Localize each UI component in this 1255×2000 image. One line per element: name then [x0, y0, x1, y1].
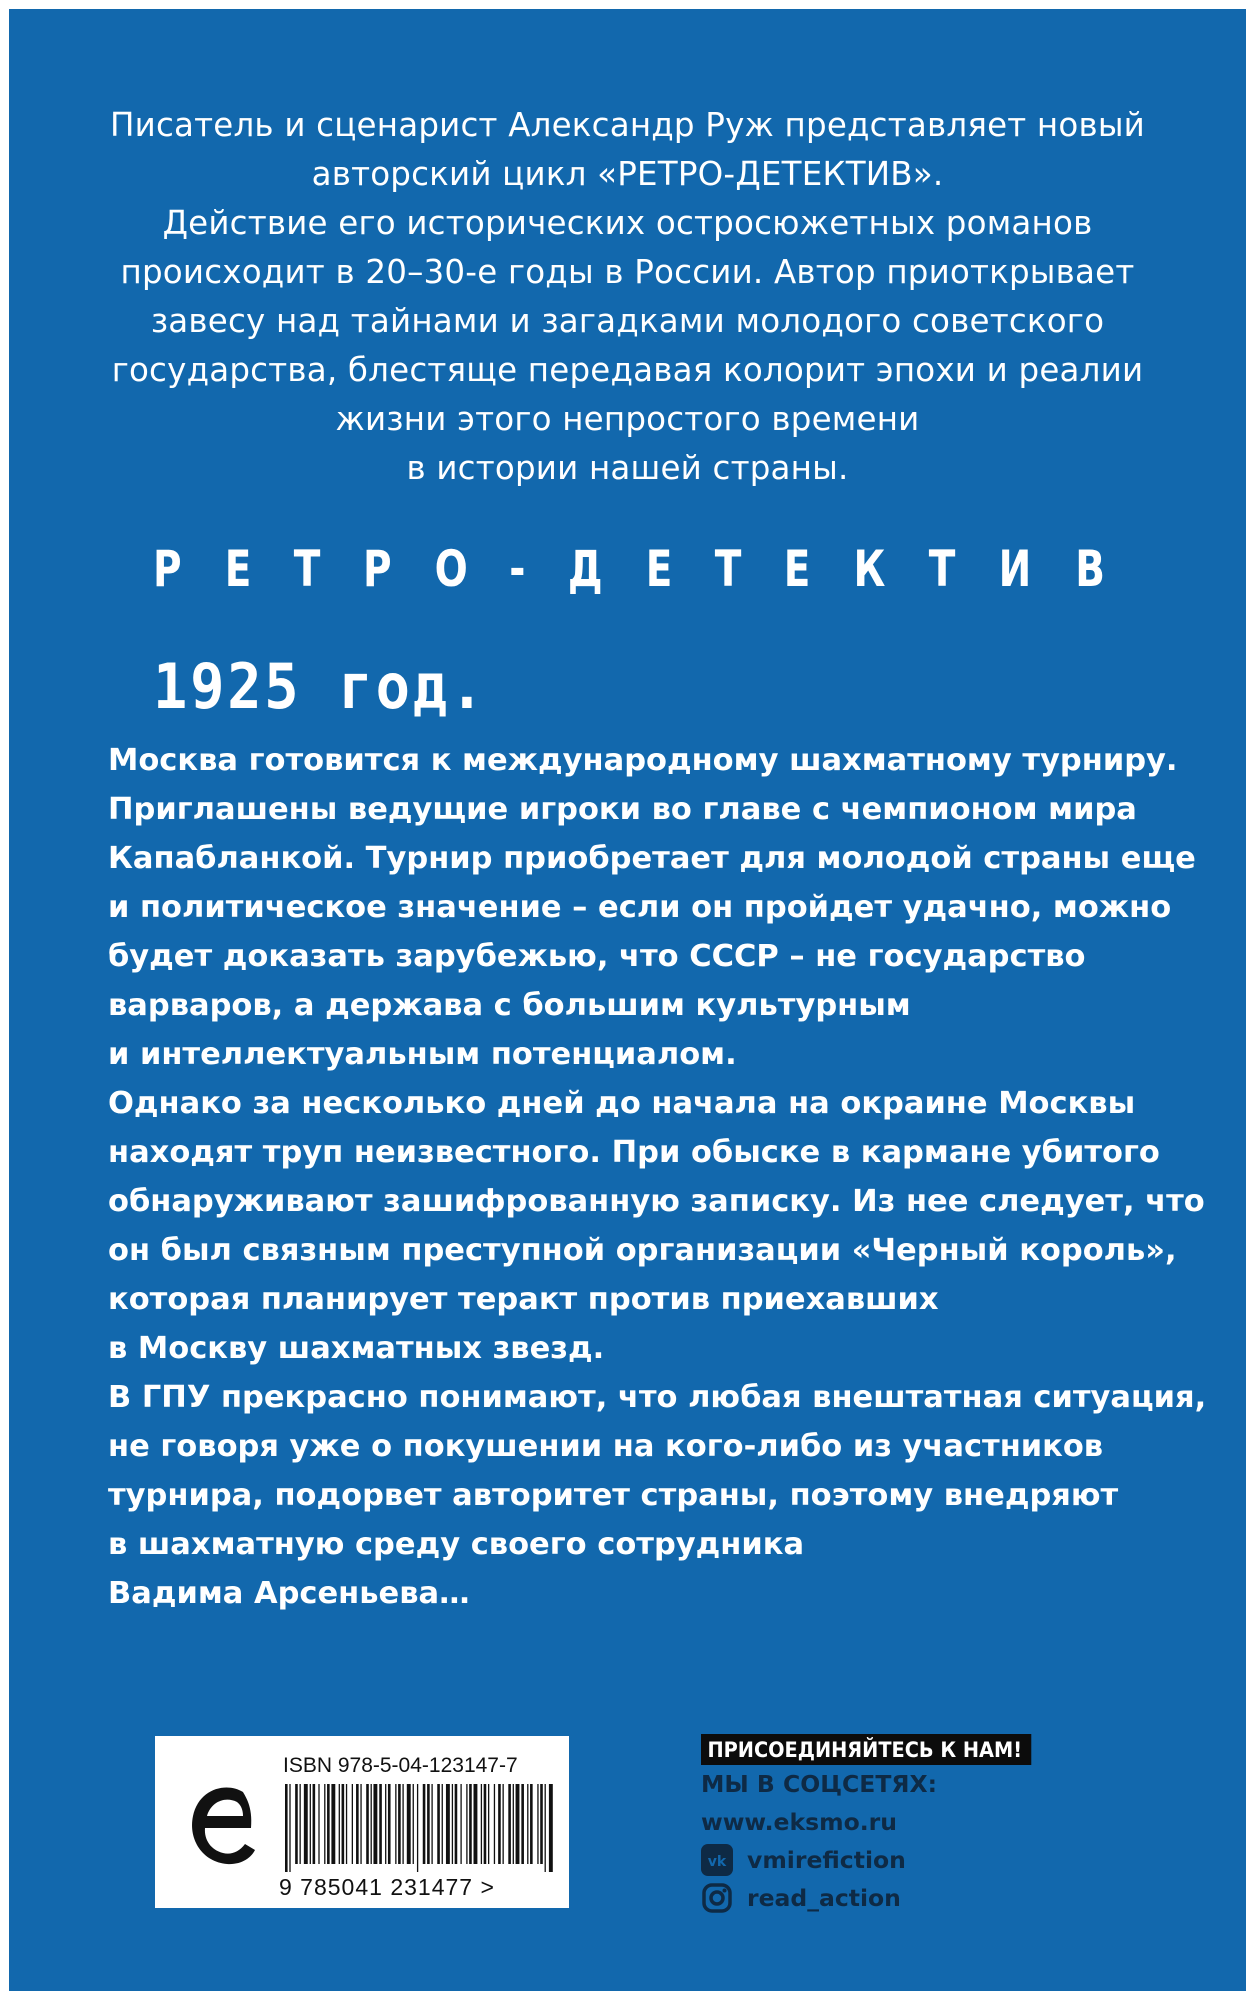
story-line: турнира, подорвет авторитет страны, поэтому внедряют	[108, 1478, 1119, 1513]
barcode-bar	[431, 1784, 432, 1864]
intro-line: завесу над тайнами и загадками молодого советского	[150, 302, 1105, 340]
story-line: и политическое значение – если он пройдет удачно, можно	[108, 890, 1172, 925]
barcode-bar	[530, 1784, 533, 1864]
series-letter: Е	[784, 540, 811, 598]
story-line: обнаруживают зашифрованную записку. Из нее следует, что	[108, 1184, 1205, 1219]
intro-line: происходит в 20–30-е годы в России. Автор приоткрывает	[120, 253, 1135, 291]
series-letter: Е	[646, 540, 673, 598]
story-line: находят труп неизвестного. При обыске в кармане убитого	[108, 1135, 1160, 1170]
barcode-bar	[427, 1784, 430, 1864]
barcode-bar	[300, 1784, 301, 1864]
website-link[interactable]: www.eksmo.ru	[701, 1808, 897, 1836]
barcode-bar	[310, 1784, 311, 1864]
barcode-bar	[494, 1784, 495, 1864]
series-letter: Д	[567, 540, 603, 598]
series-title	[149, 539, 1109, 599]
barcode-bars	[285, 1784, 553, 1872]
story-line: Капабланкой. Турнир приобретает для молодой страны еще	[108, 841, 1196, 876]
barcode-bar	[516, 1784, 520, 1864]
series-letter: К	[853, 540, 886, 598]
series-letter: Т	[715, 540, 742, 598]
barcode-bar	[537, 1784, 538, 1864]
barcode-bar	[407, 1784, 411, 1864]
barcode-bar	[488, 1784, 489, 1864]
story-line: будет доказать зарубежью, что СССР – не государство	[108, 939, 1086, 974]
story-line: Приглашены ведущие игроки во главе с чемпионом мира	[108, 792, 1137, 827]
series-letter: Т	[928, 540, 956, 598]
barcode-bar	[498, 1784, 501, 1864]
barcode-bar	[373, 1784, 377, 1864]
barcode-digits: 9 785041 231477 >	[279, 1874, 495, 1900]
barcode-bar	[285, 1784, 288, 1872]
story-line: В ГПУ прекрасно понимают, что любая внештатная ситуация,	[108, 1380, 1207, 1415]
barcode-bar	[442, 1784, 443, 1864]
barcode-bar	[339, 1784, 340, 1864]
barcode-bar	[437, 1784, 440, 1864]
series-letter: О	[434, 540, 468, 598]
vk-row[interactable]	[701, 1841, 1171, 1879]
barcode-bar	[395, 1784, 396, 1864]
story-text	[108, 736, 1208, 1618]
barcode-bar	[366, 1784, 369, 1864]
series-letter: Р	[362, 540, 392, 598]
vk-handle: vmirefiction	[747, 1846, 906, 1874]
intro-line: жизни этого непростого времени	[335, 400, 920, 438]
barcode-bar	[318, 1784, 319, 1864]
barcode-bar	[474, 1784, 478, 1864]
intro-line: государства, блестяще передавая колорит эпохи и реалии	[111, 351, 1144, 389]
social-networks-label: МЫ В СОЦСЕТЯХ:	[701, 1770, 937, 1798]
barcode-bar	[304, 1784, 308, 1864]
barcode-bar	[423, 1784, 426, 1864]
barcode-bar	[549, 1784, 553, 1872]
story-line: Москва готовится к международному шахматному турниру.	[108, 743, 1178, 778]
barcode-bar	[346, 1784, 347, 1864]
intro-text	[99, 101, 1156, 493]
barcode-bar	[402, 1784, 403, 1864]
barcode-panel	[155, 1736, 569, 1908]
barcode-bar	[295, 1784, 298, 1864]
social-block	[701, 1734, 1171, 1917]
intro-line: Действие его исторических остросюжетных романов	[162, 204, 1093, 242]
barcode-bar	[342, 1784, 345, 1864]
story-line: варваров, а держава с большим культурным	[108, 988, 911, 1023]
back-cover	[9, 9, 1246, 1991]
barcode-bar	[466, 1784, 467, 1864]
barcode-bar	[521, 1784, 524, 1864]
barcode-bar	[324, 1784, 325, 1864]
barcode-bar	[503, 1784, 504, 1864]
series-letter: Т	[293, 540, 320, 598]
barcode-bar	[540, 1784, 543, 1864]
story-line: которая планирует теракт против приехавших	[108, 1282, 939, 1317]
barcode-bar	[513, 1784, 514, 1864]
barcode-bar	[327, 1784, 330, 1864]
story-line: не говоря уже о покушении на кого-либо из участников	[108, 1429, 1104, 1464]
barcode-bar	[417, 1784, 418, 1872]
series-letter: Р	[153, 540, 182, 598]
barcode-bar	[360, 1784, 361, 1864]
story-line: Вадима Арсеньева…	[108, 1576, 470, 1611]
intro-line: авторский цикл «РЕТРО-ДЕТЕКТИВ».	[311, 155, 944, 193]
barcode-bar	[469, 1784, 472, 1864]
barcode-bar	[508, 1784, 511, 1864]
series-letter: -	[509, 540, 526, 598]
join-us-banner: ПРИСОЕДИНЯЙТЕСЬ К НАМ!	[701, 1734, 1031, 1765]
story-line: в Москву шахматных звезд.	[108, 1331, 605, 1366]
barcode-bar	[452, 1784, 453, 1864]
barcode-bar	[484, 1784, 487, 1864]
series-letter: Е	[224, 540, 251, 598]
isbn-label: ISBN 978-5-04-123147-7	[283, 1754, 518, 1777]
barcode-bar	[371, 1784, 372, 1864]
barcode-bar	[446, 1784, 450, 1864]
barcode-bar	[481, 1784, 482, 1864]
barcode-bar	[460, 1784, 461, 1864]
story-line: он был связным преступной организации «Черный король»,	[108, 1233, 1177, 1268]
barcode-bar	[379, 1784, 382, 1864]
instagram-row[interactable]	[701, 1879, 1171, 1917]
barcode-bar	[331, 1784, 335, 1864]
story-line: Однако за несколько дней до начала на окраине Москвы	[108, 1086, 1136, 1121]
barcode-bar	[289, 1784, 290, 1872]
barcode-bar	[388, 1784, 391, 1864]
barcode-bar	[413, 1784, 414, 1864]
intro-line: Писатель и сценарист Александр Руж представляет новый	[109, 106, 1146, 144]
barcode-bar	[356, 1784, 359, 1864]
barcode-bar	[527, 1784, 528, 1864]
instagram-handle: read_action	[747, 1884, 901, 1912]
series-letter: И	[998, 540, 1032, 598]
series-letter: В	[1075, 540, 1105, 598]
barcode-bar	[455, 1784, 458, 1864]
eksmo-logo-icon	[185, 1778, 259, 1870]
barcode-bar	[545, 1784, 546, 1872]
svg-text:vk: vk	[707, 1854, 727, 1870]
story-line: в шахматную среду своего сотрудника	[108, 1527, 805, 1562]
intro-line: в истории нашей страны.	[406, 449, 849, 487]
barcode-bar	[352, 1784, 353, 1864]
barcode-bar	[398, 1784, 401, 1864]
vk-icon	[701, 1844, 733, 1876]
year-heading: 1925 год.	[153, 650, 487, 723]
barcode-bar	[385, 1784, 386, 1864]
story-line: и интеллектуальным потенциалом.	[108, 1037, 737, 1072]
instagram-icon	[701, 1882, 733, 1914]
barcode-bar	[313, 1784, 316, 1864]
